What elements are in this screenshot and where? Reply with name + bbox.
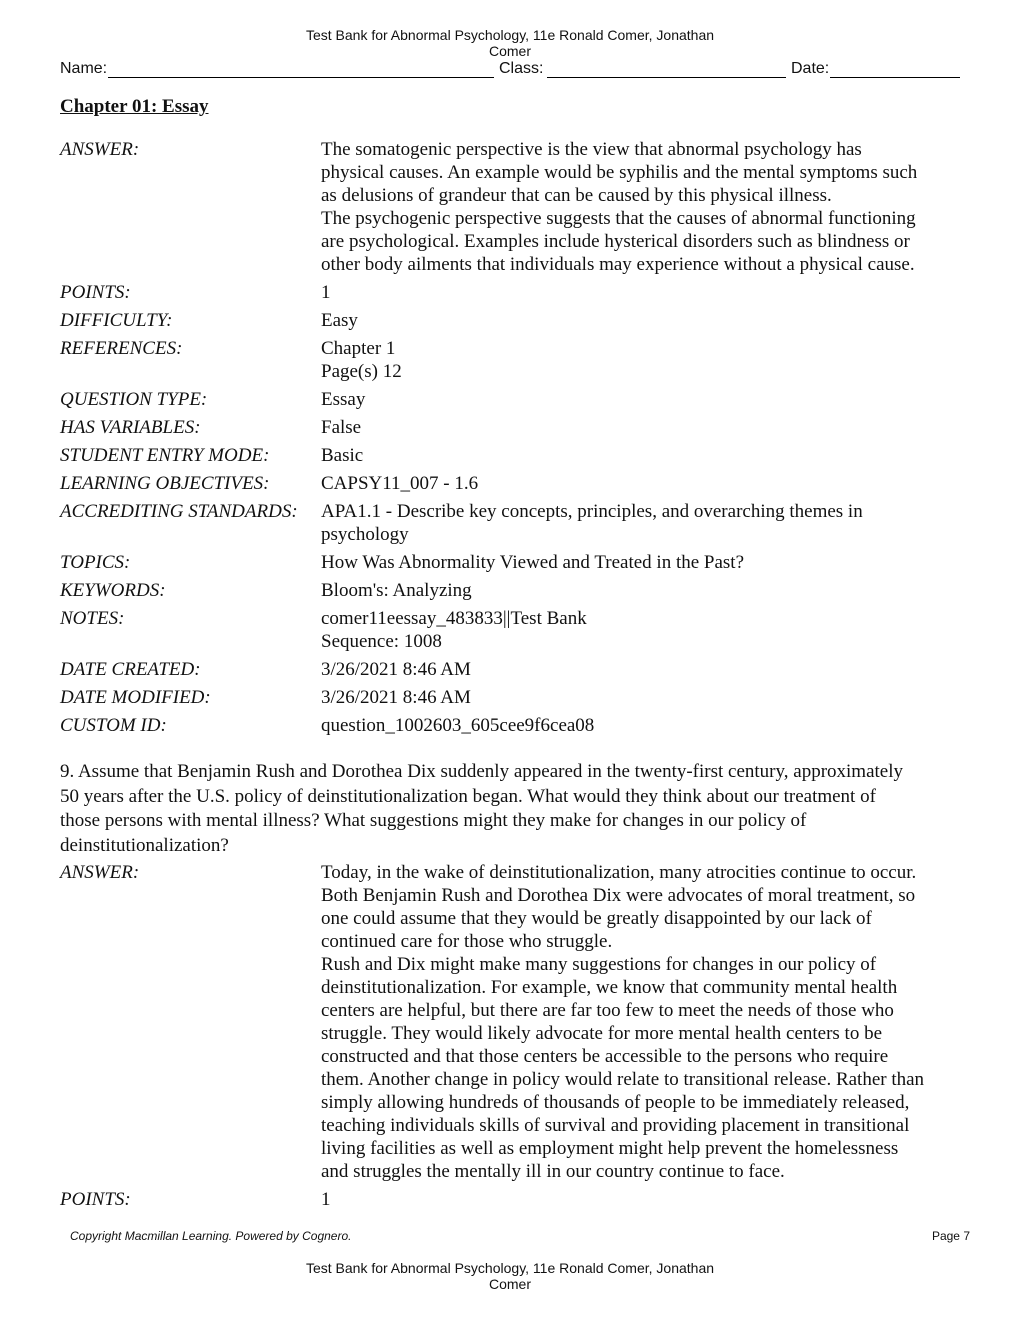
answer-line: are psychological. Examples include hysterical disorders such as blindness or	[321, 231, 910, 252]
notes-line: comer11eessay_483833||Test Bank	[321, 608, 587, 629]
answer-line: simply allowing hundreds of thousands of people to be immediately released,	[321, 1092, 910, 1113]
running-footer-line1: Test Bank for Abnormal Psychology, 11e Ronald Comer, Jonathan	[305, 1260, 715, 1276]
running-footer-title	[0, 1260, 1020, 1292]
answer-line: The psychogenic perspective suggests that the causes of abnormal functioning	[321, 208, 916, 229]
references-chapter: Chapter 1	[321, 338, 396, 359]
chapter-title: Chapter 01: Essay	[60, 96, 209, 117]
answer-label: ANSWER:	[60, 862, 140, 883]
notes-line: Sequence: 1008	[321, 631, 442, 652]
custom-id-row	[60, 714, 960, 737]
date-modified-row	[60, 686, 960, 709]
notes-value	[321, 607, 960, 653]
difficulty-row	[60, 309, 960, 332]
points-value: 1	[321, 282, 331, 303]
custom-id-value: question_1002603_605cee9f6cea08	[321, 715, 595, 736]
answer-line: living facilities as well as employment might help prevent the homelessness	[321, 1138, 899, 1159]
running-header	[0, 27, 1020, 59]
question-9-text	[60, 760, 960, 858]
answer-line: them. Another change in policy would relate to transitional release. Rather than	[321, 1069, 925, 1090]
date-created-value: 3/26/2021 8:46 AM	[321, 659, 471, 680]
running-header-line2: Comer	[488, 43, 531, 59]
answer-line: Both Benjamin Rush and Dorothea Dix were advocates of moral treatment, so	[321, 885, 916, 906]
topics-row	[60, 551, 960, 574]
answer-line: continued care for those who struggle.	[321, 931, 613, 952]
has-variables-label: HAS VARIABLES:	[60, 417, 201, 438]
question-type-value: Essay	[321, 389, 366, 410]
answer-line: Today, in the wake of deinstitutionalization, many atrocities continue to occur.	[321, 862, 917, 883]
standards-line: psychology	[321, 524, 409, 545]
answer-line: other body ailments that individuals may experience without a physical cause.	[321, 254, 915, 275]
entry-mode-label: STUDENT ENTRY MODE:	[60, 445, 270, 466]
entry-mode-value: Basic	[321, 445, 364, 466]
answer-line: teaching individuals skills of survival and providing placement in transitional	[321, 1115, 910, 1136]
points-row	[60, 1188, 960, 1211]
date-modified-label: DATE MODIFIED:	[60, 687, 211, 708]
accrediting-standards-label: ACCREDITING STANDARDS:	[60, 501, 298, 522]
standards-line: APA1.1 - Describe key concepts, principles, and overarching themes in	[321, 501, 863, 522]
answer-line: Rush and Dix might make many suggestions for changes in our policy of	[321, 954, 877, 975]
question-8-details	[60, 138, 960, 742]
notes-label: NOTES:	[60, 608, 125, 629]
accrediting-standards-row	[60, 500, 960, 546]
points-label: POINTS:	[60, 282, 131, 303]
references-pages: Page(s) 12	[321, 361, 402, 382]
question-line: 50 years after the U.S. policy of deinstitutionalization began. What would they think about our treatment of	[60, 785, 876, 807]
question-line: those persons with mental illness? What suggestions might they make for changes in our policy of	[60, 810, 807, 831]
answer-row	[60, 138, 960, 276]
student-info-row	[60, 60, 960, 80]
date-created-label: DATE CREATED:	[60, 659, 201, 680]
name-blank-line	[108, 77, 494, 78]
answer-line: as delusions of grandeur that can be caused by this physical illness.	[321, 185, 832, 206]
answer-line: struggle. They would likely advocate for more mental health centers to be	[321, 1023, 883, 1044]
references-label: REFERENCES:	[60, 338, 183, 359]
page-number: Page 7	[931, 1229, 970, 1243]
question-type-label: QUESTION TYPE:	[60, 389, 208, 410]
has-variables-row	[60, 416, 960, 439]
answer-text	[321, 138, 960, 276]
answer-line: and struggles the mentally ill in our country continue to face.	[321, 1161, 785, 1182]
question-type-row	[60, 388, 960, 411]
answer-line: one could assume that they would be greatly disappointed by our lack of	[321, 908, 872, 929]
answer-line: constructed and that those centers be accessible to the persons who require	[321, 1046, 889, 1067]
points-value: 1	[321, 1189, 331, 1210]
date-created-row	[60, 658, 960, 681]
learning-objectives-label: LEARNING OBJECTIVES:	[60, 473, 270, 494]
question-line: 9. Assume that Benjamin Rush and Dorothea Dix suddenly appeared in the twenty-first century, approximately	[60, 761, 904, 782]
references-value	[321, 337, 960, 383]
answer-label: ANSWER:	[60, 139, 140, 160]
answer-line: centers are helpful, but there are far too few to meet the needs of those who	[321, 1000, 894, 1021]
keywords-value: Bloom's: Analyzing	[321, 580, 472, 601]
name-label: Name:	[60, 60, 108, 77]
question-9-details	[60, 861, 960, 1216]
date-blank-line	[830, 77, 960, 78]
difficulty-label: DIFFICULTY:	[60, 310, 173, 331]
answer-text	[321, 861, 960, 1183]
entry-mode-row	[60, 444, 960, 467]
copyright-text: Copyright Macmillan Learning. Powered by Cognero.	[70, 1229, 352, 1243]
difficulty-value: Easy	[321, 310, 358, 331]
running-footer-line2: Comer	[488, 1276, 531, 1292]
learning-objectives-row	[60, 472, 960, 495]
running-header-line1: Test Bank for Abnormal Psychology, 11e Ronald Comer, Jonathan	[305, 27, 715, 43]
answer-line: The somatogenic perspective is the view that abnormal psychology has	[321, 139, 862, 160]
references-row	[60, 337, 960, 383]
class-label: Class:	[499, 60, 544, 77]
answer-line: deinstitutionalization. For example, we know that community mental health	[321, 977, 898, 998]
date-modified-value: 3/26/2021 8:46 AM	[321, 687, 471, 708]
answer-row	[60, 861, 960, 1183]
question-line: deinstitutionalization?	[60, 834, 229, 856]
class-blank-line	[547, 77, 786, 78]
accrediting-standards-value	[321, 500, 960, 546]
date-label: Date:	[791, 60, 830, 77]
learning-objectives-value: CAPSY11_007 - 1.6	[321, 473, 479, 494]
topics-value: How Was Abnormality Viewed and Treated in the Past?	[321, 552, 745, 573]
points-row	[60, 281, 960, 304]
answer-line: physical causes. An example would be syphilis and the mental symptoms such	[321, 162, 918, 183]
keywords-row	[60, 579, 960, 602]
keywords-label: KEYWORDS:	[60, 580, 166, 601]
points-label: POINTS:	[60, 1189, 131, 1210]
has-variables-value: False	[321, 417, 362, 438]
custom-id-label: CUSTOM ID:	[60, 715, 167, 736]
topics-label: TOPICS:	[60, 552, 131, 573]
notes-row	[60, 607, 960, 653]
